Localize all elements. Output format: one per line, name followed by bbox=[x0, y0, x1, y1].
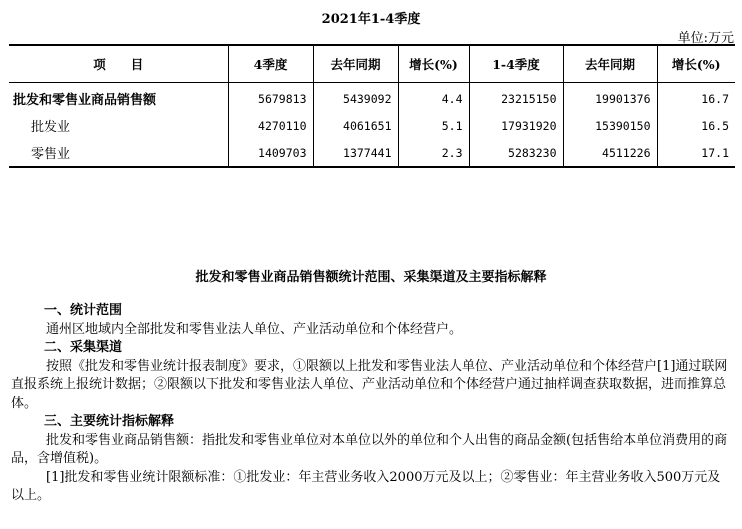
row-label: 批发业 bbox=[31, 120, 71, 135]
section-channel-text: 按照《批发和零售业统计报表制度》要求，①限额以上批发和零售业法人单位、产业活动单位和个体经营户[1]通过联网直报系统上报统计数据；②限额以下批发和零售业法人单位、产业活动单位和个体经营户通过抽样调查获取数据，进而推算总体。 bbox=[11, 358, 728, 411]
table-row bbox=[9, 83, 735, 113]
cell-ytd-growth: 17.1 bbox=[657, 139, 735, 167]
header-q4-last-year: 去年同期 bbox=[313, 45, 398, 83]
explanation-body bbox=[11, 302, 733, 506]
table-row bbox=[9, 112, 735, 139]
cell-q4-last-year: 4061651 bbox=[313, 112, 398, 139]
table-header-row bbox=[9, 45, 735, 83]
cell-q4-growth: 4.4 bbox=[398, 83, 469, 113]
cell-ytd-last-year: 15390150 bbox=[563, 112, 657, 139]
header-q4-growth: 增长(%) bbox=[398, 45, 469, 83]
header-ytd-last-year: 去年同期 bbox=[563, 45, 657, 83]
row-label: 零售业 bbox=[9, 139, 228, 167]
cell-q4: 4270110 bbox=[228, 112, 313, 139]
cell-ytd: 5283230 bbox=[469, 139, 563, 167]
footnote: [1]批发和零售业统计限额标准：①批发业：年主营业务收入2000万元及以上；②零售业：年主营业务收入500万元及以上。 bbox=[11, 469, 721, 503]
section-indicator-title: 三、主要统计指标解释 bbox=[44, 414, 175, 429]
unit-label: 单位:万元 bbox=[677, 31, 734, 46]
explanation-heading: 批发和零售业商品销售额统计范围、采集渠道及主要指标解释 bbox=[195, 270, 547, 285]
cell-ytd-last-year: 19901376 bbox=[563, 83, 657, 113]
cell-ytd: 23215150 bbox=[469, 83, 563, 113]
table-row bbox=[9, 139, 735, 167]
cell-q4: 5679813 bbox=[228, 83, 313, 113]
cell-ytd-growth: 16.5 bbox=[657, 112, 735, 139]
cell-ytd-growth: 16.7 bbox=[657, 83, 735, 113]
row-label: 批发和零售业商品销售额 bbox=[13, 93, 157, 108]
cell-ytd: 17931920 bbox=[469, 112, 563, 139]
cell-q4: 1409703 bbox=[228, 139, 313, 167]
header-ytd: 1-4季度 bbox=[469, 45, 563, 83]
cell-q4-growth: 5.1 bbox=[398, 112, 469, 139]
cell-ytd-last-year: 4511226 bbox=[563, 139, 657, 167]
header-q4: 4季度 bbox=[228, 45, 313, 83]
sales-table bbox=[9, 44, 735, 168]
section-scope-text: 通州区地域内全部批发和零售业法人单位、产业活动单位和个体经营户。 bbox=[46, 321, 463, 337]
cell-q4-growth: 2.3 bbox=[398, 139, 469, 167]
section-indicator-text: 批发和零售业商品销售额：指批发和零售业单位对本单位以外的单位和个人出售的商品金额(包括售给本单位消费用的商品，含增值税)。 bbox=[11, 432, 728, 466]
header-ytd-growth: 增长(%) bbox=[657, 45, 735, 83]
header-item: 项 目 bbox=[9, 45, 228, 83]
document-title: 2021年1-4季度 bbox=[321, 12, 421, 27]
section-scope-title: 一、统计范围 bbox=[44, 303, 123, 318]
cell-q4-last-year: 5439092 bbox=[313, 83, 398, 113]
cell-q4-last-year: 1377441 bbox=[313, 139, 398, 167]
section-channel-title: 二、采集渠道 bbox=[44, 340, 123, 355]
